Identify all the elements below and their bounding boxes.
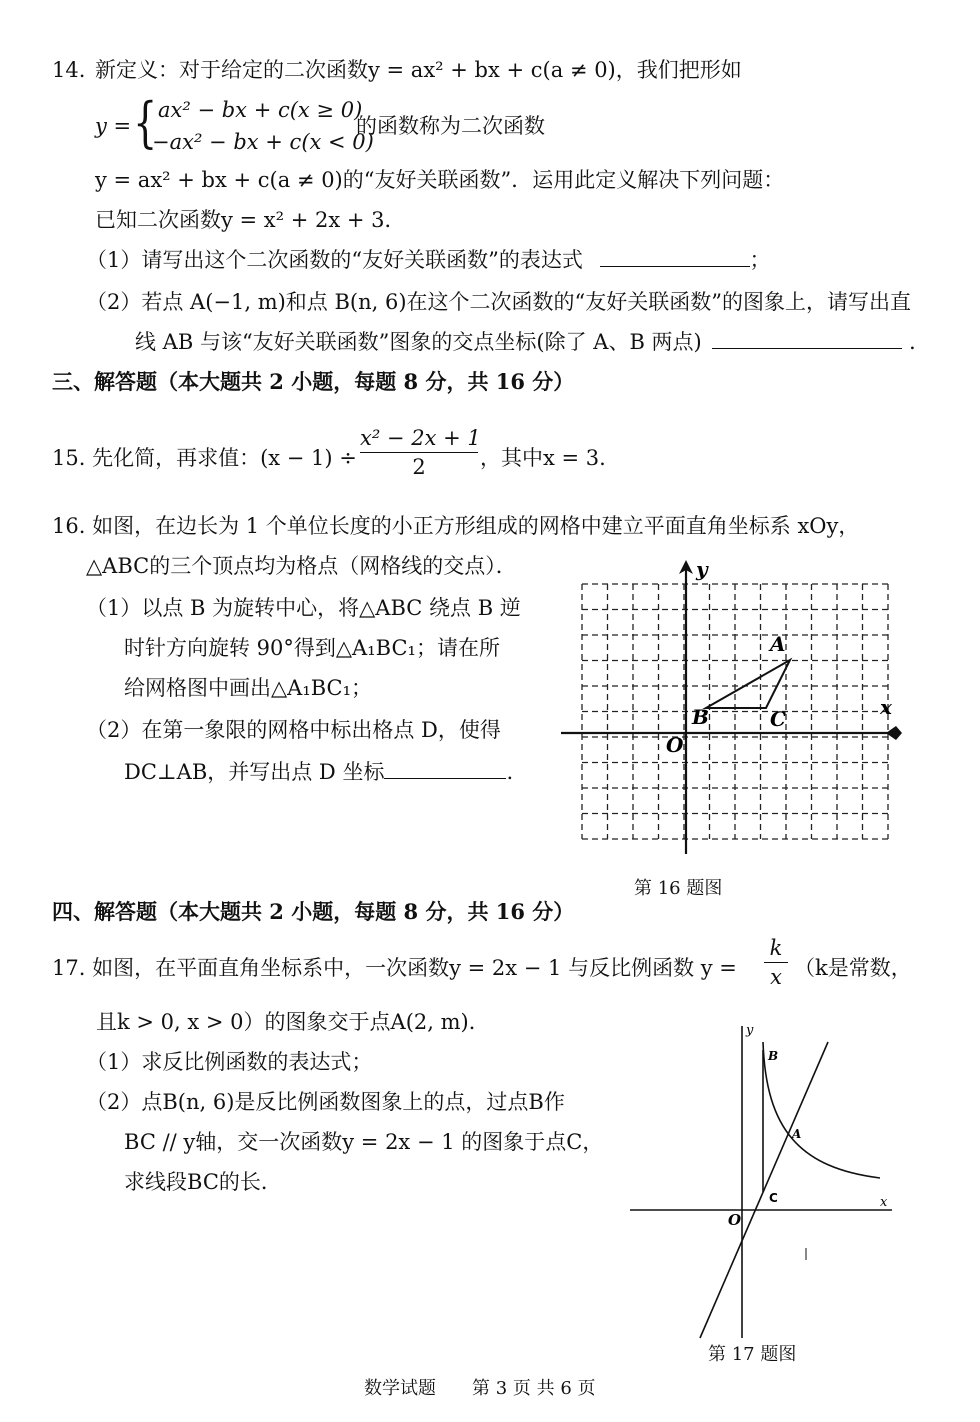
x-axis-label: x xyxy=(880,695,892,719)
point-b-label: B xyxy=(692,705,709,729)
grid-lines xyxy=(582,584,888,839)
section-3-heading: 三、解答题（本大题共 2 小题，每题 8 分，共 16 分） xyxy=(52,369,575,394)
figure-17-graph xyxy=(630,1020,900,1340)
q17-line1a: 17. 如图，在平面直角坐标系中，一次函数y = 2x − 1 与反比例函数 y = xyxy=(52,956,737,980)
q17-part2a: （2）点B(n, 6)是反比例函数图象上的点，过点B作 xyxy=(86,1090,565,1114)
origin-label: O xyxy=(728,1211,742,1229)
q16-answer-blank[interactable] xyxy=(384,758,506,779)
q17-part2b: BC // y轴，交一次函数y = 2x − 1 的图象于点C， xyxy=(124,1130,604,1154)
q14-part2-end: ． xyxy=(909,330,931,354)
q14-case2: −ax² − bx + c(x < 0) xyxy=(152,130,374,154)
q17-line2: 且k > 0, x > 0）的图象交于点A(2, m)． xyxy=(96,1010,490,1034)
x-axis-label: x xyxy=(880,1195,888,1210)
q17-k-over-x xyxy=(764,934,788,991)
q14-case1: ax² − bx + c(x ≥ 0) xyxy=(158,98,363,122)
q16-part2b: DC⊥AB，并写出点 D 坐标 xyxy=(124,760,385,784)
q14-y-eq: y = xyxy=(95,114,132,138)
y-axis-label: y xyxy=(696,557,708,581)
q17-part1: （1）求反比例函数的表达式； xyxy=(86,1050,373,1074)
q14-part1-answer-blank[interactable] xyxy=(600,246,750,267)
q17-x-denominator: x xyxy=(770,965,782,989)
q17-line1b: （k是常数， xyxy=(794,956,912,980)
hyperbola-curve xyxy=(763,1042,880,1178)
q14-part2b-line xyxy=(135,328,930,356)
q15-fraction xyxy=(360,424,481,481)
point-c-label: C xyxy=(770,707,786,731)
q14-part1-end: ； xyxy=(749,248,771,272)
q16-part1a: （1）以点 B 为旋转中心，将△ABC 绕点 B 逆 xyxy=(86,596,521,620)
q14-number: 14. xyxy=(52,58,86,82)
triangle-abc xyxy=(706,660,790,708)
piecewise-brace: { xyxy=(133,91,158,154)
q16-part2-end: . xyxy=(506,760,514,784)
figure-16-caption: 第 16 题图 xyxy=(634,878,723,899)
q16-line1: 16. 如图，在边长为 1 个单位长度的小正方形组成的网格中建立平面直角坐标系 xOy， xyxy=(52,514,860,538)
y-axis-label: y xyxy=(746,1023,754,1038)
q16-part2b-line xyxy=(124,758,513,786)
q14-line1: 新定义：对于给定的二次函数y = ax² + bx + c(a ≠ 0)，我们把形如 xyxy=(95,58,742,82)
point-c-label: C xyxy=(769,1191,778,1205)
point-a-label: A xyxy=(792,1127,802,1141)
q15-suffix: ，其中x = 3. xyxy=(480,446,606,470)
q14-line4: 已知二次函数y = x² + 2x + 3． xyxy=(95,208,406,232)
q14-part2a: （2）若点 A(−1, m)和点 B(n, 6)在这个二次函数的“友好关联函数”的图象上，请写出直 xyxy=(86,290,912,314)
q16-part1b: 时针方向旋转 90°得到△A₁BC₁；请在所 xyxy=(124,636,500,660)
q16-part2a: （2）在第一象限的网格中标出格点 D，使得 xyxy=(86,718,501,742)
q14-part2b: 线 AB 与该“友好关联函数”图象的交点坐标(除了 A、B 两点) xyxy=(135,330,702,354)
q17-k-numerator: k xyxy=(769,936,783,960)
figure-17-caption: 第 17 题图 xyxy=(708,1344,797,1365)
q16-part1c: 给网格图中画出△A₁BC₁； xyxy=(124,676,373,700)
figure-16-grid xyxy=(556,556,906,866)
point-b-label: B xyxy=(768,1049,779,1063)
q14-after-cases: 的函数称为二次函数 xyxy=(356,114,545,138)
q16-line2: △ABC的三个顶点均为格点（网格线的交点）． xyxy=(86,554,517,578)
q14-part1-text: （1）请写出这个二次函数的“友好关联函数”的表达式 xyxy=(86,248,583,272)
line-y-2x-minus-1 xyxy=(700,1042,828,1338)
origin-label: O xyxy=(666,733,684,757)
q17-part2c: 求线段BC的长． xyxy=(124,1170,282,1194)
point-a-label: A xyxy=(770,632,786,656)
section-4-heading: 四、解答题（本大题共 2 小题，每题 8 分，共 16 分） xyxy=(52,899,575,924)
q15-numerator: x² − 2x + 1 xyxy=(360,426,481,450)
q14-part2-answer-blank[interactable] xyxy=(712,328,902,349)
q14-part1 xyxy=(86,246,771,274)
q15-denominator: 2 xyxy=(412,455,426,479)
page-footer: 数学试题 第 3 页 共 6 页 xyxy=(364,1378,596,1399)
q14-line3: y = ax² + bx + c(a ≠ 0)的“友好关联函数”．运用此定义解决下列问题： xyxy=(95,168,785,192)
q15-prefix: 15. 先化简，再求值：(x − 1) ÷ xyxy=(52,446,357,470)
